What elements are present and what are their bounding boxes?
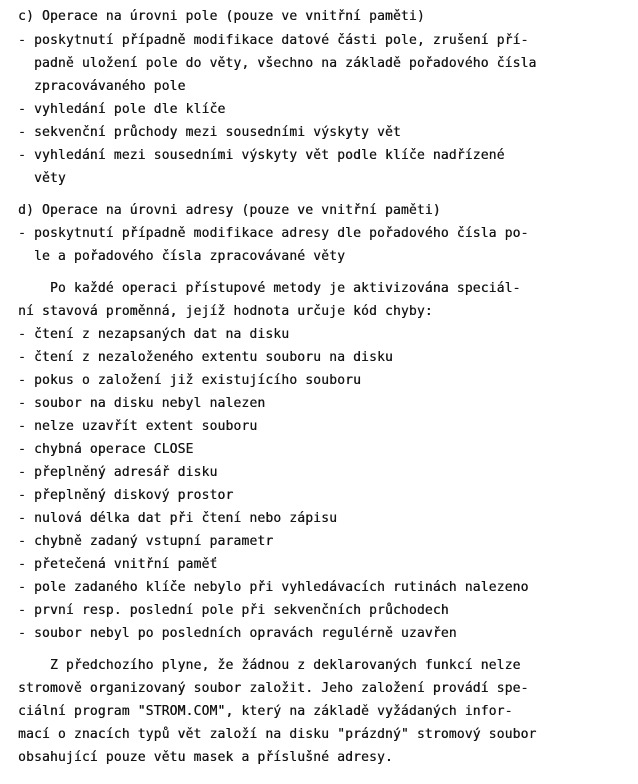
paragraph-line: stromově organizovaný soubor založit. Jeho založení provádí spe- <box>18 681 529 696</box>
paragraph-line: Po každé operaci přístupové metody je aktivizována speciál- <box>18 281 521 296</box>
text-line: - sekvenční průchody mezi sousedními výskyty vět <box>18 125 401 140</box>
error-list-item: - pole zadaného klíče nebylo při vyhledávacích rutinách nalezeno <box>18 580 529 595</box>
text-line: - poskytnutí případně modifikace adresy dle pořadového čísla po- <box>18 226 529 241</box>
text-line: zpracovávaného pole <box>18 79 186 94</box>
error-list-item: - přetečená vnitřní paměť <box>18 557 218 572</box>
error-list-item: - první resp. poslední pole při sekvenčních průchodech <box>18 603 449 618</box>
error-list-item: - nelze uzavřít extent souboru <box>18 419 258 434</box>
error-list-item: - nulová délka dat při čtení nebo zápisu <box>18 511 338 526</box>
text-line: le a pořadového čísla zpracovávané věty <box>18 249 346 264</box>
paragraph-line: ciální program "STROM.COM", který na základě vyžádaných infor- <box>18 704 513 719</box>
error-list-item: - chybně zadaný vstupní parametr <box>18 534 274 549</box>
error-list-item: - pokus o založení již existujícího souboru <box>18 373 361 388</box>
error-list-item: - přeplněný diskový prostor <box>18 488 234 503</box>
error-list-item: - soubor nebyl po posledních opravách regulérně uzavřen <box>18 626 457 641</box>
text-line: - vyhledání mezi sousedními výskyty vět podle klíče nadřízené <box>18 148 505 163</box>
paragraph-line: ní stavová proměnná, jejíž hodnota určuje kód chyby: <box>18 304 433 319</box>
text-line: padně uložení pole do věty, všechno na základě pořadového čísla <box>18 56 537 71</box>
paragraph-line: mací o znacích typů vět založí na disku "prázdný" stromový soubor <box>18 727 537 742</box>
paragraph-line: Z předchozího plyne, že žádnou z deklarovaných funkcí nelze <box>18 658 521 673</box>
heading-c: c) Operace na úrovni pole (pouze ve vnitřní paměti) <box>18 9 425 24</box>
paragraph-line: obsahující pouze větu masek a příslušné adresy. <box>18 750 393 765</box>
text-line: věty <box>18 171 66 186</box>
heading-d: d) Operace na úrovni adresy (pouze ve vnitřní paměti) <box>18 203 441 218</box>
error-list-item: - přeplněný adresář disku <box>18 465 218 480</box>
error-list-item: - čtení z nezaloženého extentu souboru na disku <box>18 350 393 365</box>
error-list-item: - čtení z nezapsaných dat na disku <box>18 327 290 342</box>
error-list-item: - chybná operace CLOSE <box>18 442 194 457</box>
text-line: - vyhledání pole dle klíče <box>18 102 226 117</box>
error-list-item: - soubor na disku nebyl nalezen <box>18 396 266 411</box>
text-line: - poskytnutí případně modifikace datové části pole, zrušení pří- <box>18 33 529 48</box>
